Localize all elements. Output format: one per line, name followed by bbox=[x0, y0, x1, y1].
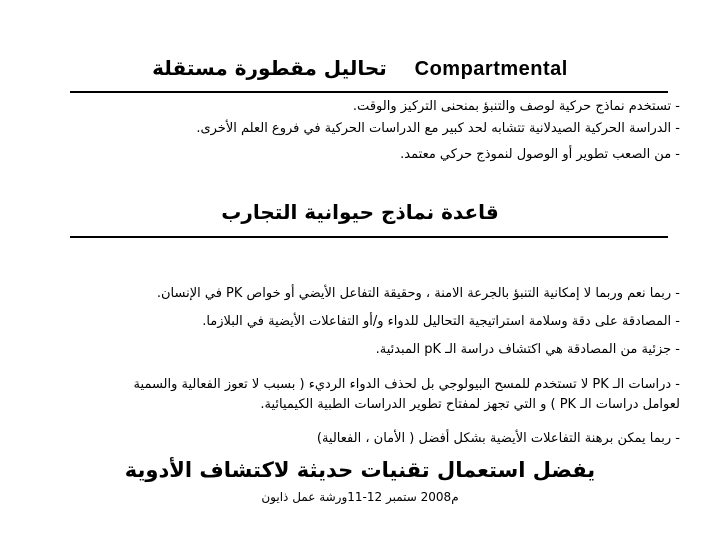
bullet-line: - دراسات الـ PK لا تستخدم للمسح البيولوجي بل لحذف الدواء الرديء ( بسبب لا تعوز الفعالية والسمية bbox=[133, 377, 680, 392]
title-arabic: تحاليل مقطورة مستقلة bbox=[152, 56, 387, 80]
bullet-line: - ربما نعم وربما لا إمكانية التنبؤ بالجرعة الامنة ، وحقيقة التفاعل الأيضي أو خواص PK في الإنسان. bbox=[156, 286, 680, 301]
section-heading: قاعدة نماذج حيوانية التجارب bbox=[221, 200, 499, 224]
bullet-line: - الدراسة الحركية الصيدلانية تتشابه لحد كبير مع الدراسات الحركية في فروع العلم الأخرى. bbox=[196, 121, 680, 136]
footer-text: م2008 ستمبر 12-11ورشة عمل ذايون bbox=[261, 490, 459, 504]
bullet-line: - من الصعب تطوير أو الوصول لنموذج حركي معتمد. bbox=[400, 147, 680, 162]
bullet-line: - تستخدم نماذج حركية لوصف والتنبؤ بمنحنى التركيز والوقت. bbox=[352, 99, 680, 114]
bullet-line: - جزئية من المصادقة هي اكتشاف دراسة الـ pK المبدئية. bbox=[375, 342, 680, 357]
title-latin: Compartmental bbox=[414, 58, 568, 80]
slide-title bbox=[60, 56, 660, 90]
title-divider bbox=[70, 91, 668, 93]
closing-heading: يفضل استعمال تقنيات حديثة لاكتشاف الأدوية bbox=[124, 458, 596, 482]
bullet-line: لعوامل دراسات الـ PK ) و التي تجهز لمفتاح تطوير الدراسات الطبية الكيميائية. bbox=[260, 397, 680, 412]
section-divider bbox=[70, 236, 668, 238]
bullet-line: - المصادقة على دقة وسلامة استراتيجية التحاليل للدواء و/أو التفاعلات الأيضية في البلازما. bbox=[202, 314, 680, 329]
bullet-line: - ربما يمكن برهنة التفاعلات الأيضية بشكل أفضل ( الأمان ، الفعالية) bbox=[316, 431, 680, 446]
